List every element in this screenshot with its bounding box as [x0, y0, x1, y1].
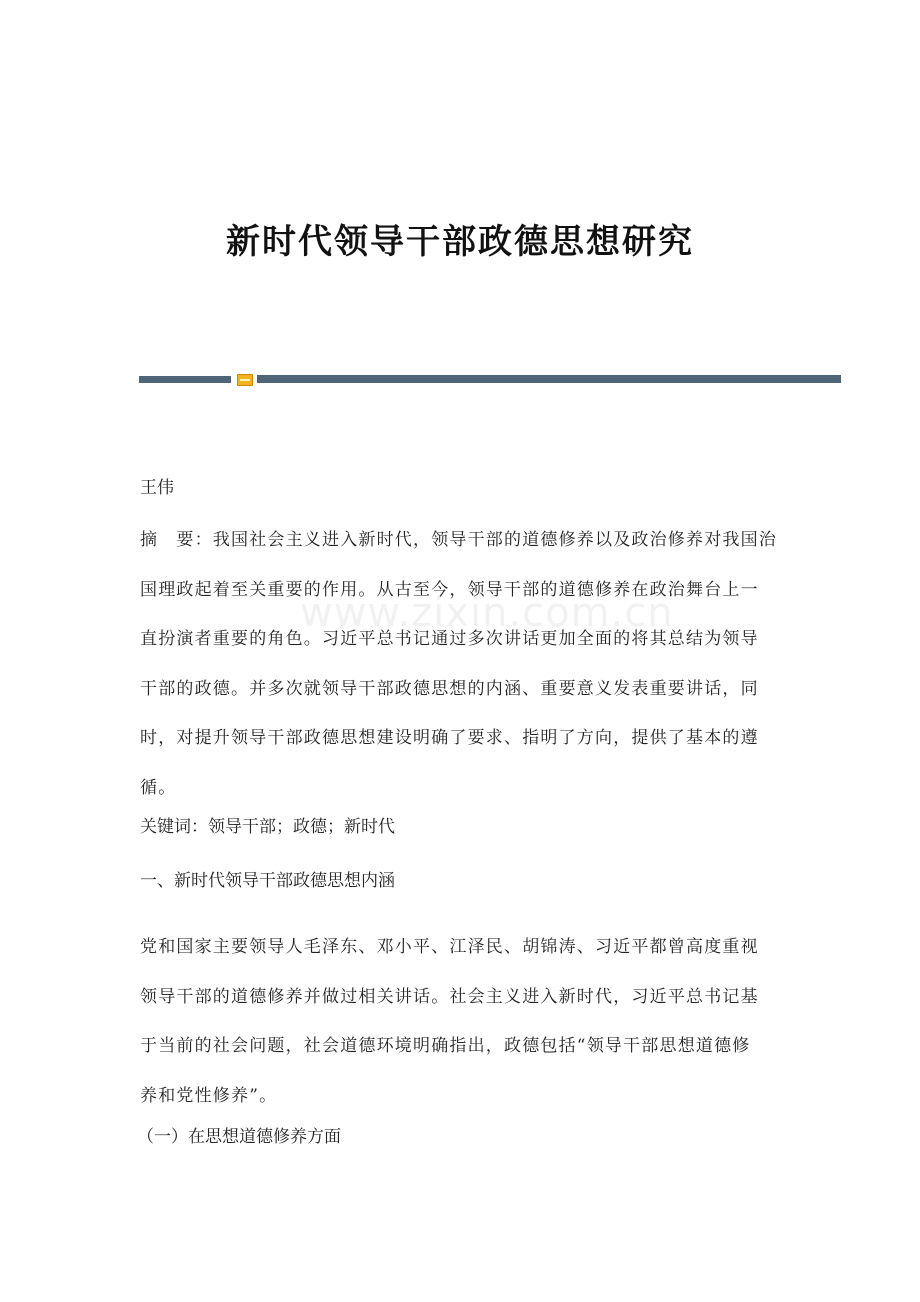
section-heading: 一、新时代领导干部政德思想内涵	[140, 871, 395, 891]
document-title: 新时代领导干部政德思想研究	[226, 222, 694, 262]
paragraph-line: 养和党性修养”。	[140, 1085, 278, 1106]
section-paragraph	[140, 923, 785, 1121]
author-name: 王伟	[140, 478, 174, 498]
subsection-heading: （一）在思想道德修养方面	[137, 1127, 341, 1147]
divider-mark-icon	[237, 374, 253, 386]
abstract-line: 国理政起着至关重要的作用。从古至今，领导干部的道德修养在政治舞台上一	[140, 579, 759, 600]
divider-left-bar	[139, 376, 231, 383]
abstract-line: 时，对提升领导干部政德思想建设明确了要求、指明了方向，提供了基本的遵	[140, 728, 759, 748]
keywords: 关键词：领导干部；政德；新时代	[140, 817, 395, 837]
paragraph-line: 领导干部的道德修养并做过相关讲话。社会主义进入新时代，习近平总书记基	[140, 986, 759, 1007]
title-divider	[139, 375, 841, 385]
paragraph-line: 于当前的社会问题，社会道德环境明确指出，政德包括“领导干部思想道德修	[140, 1036, 751, 1056]
paragraph-line: 党和国家主要领导人毛泽东、邓小平、江泽民、胡锦涛、习近平都曾高度重视	[140, 937, 759, 957]
abstract-line: 直扮演者重要的角色。习近平总书记通过多次讲话更加全面的将其总结为领导	[140, 629, 759, 649]
watermark: www.zixin.com.cn	[300, 590, 674, 636]
divider-right-bar	[257, 375, 841, 383]
abstract-line: 摘 要：我国社会主义进入新时代，领导干部的道德修养以及政治修养对我国治	[140, 530, 777, 550]
abstract-line: 循。	[140, 777, 177, 798]
abstract	[140, 516, 785, 813]
abstract-line: 干部的政德。并多次就领导干部政德思想的内涵、重要意义发表重要讲话，同	[140, 678, 759, 699]
